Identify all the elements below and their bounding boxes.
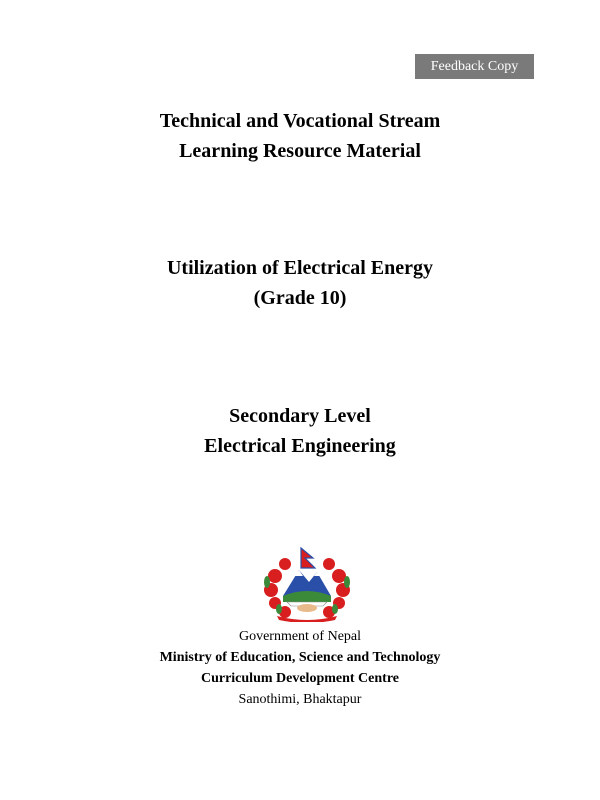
document-heading bbox=[0, 106, 600, 166]
government-name: Government of Nepal bbox=[238, 629, 362, 644]
level-title bbox=[0, 401, 600, 461]
nepal-emblem-icon bbox=[257, 546, 357, 622]
heading-line-2: Learning Resource Material bbox=[179, 140, 421, 162]
heading-line-1: Technical and Vocational Stream bbox=[159, 110, 441, 132]
subject-line-2: (Grade 10) bbox=[253, 287, 347, 309]
level-line-2: Electrical Engineering bbox=[204, 435, 396, 457]
address: Sanothimi, Bhaktapur bbox=[238, 692, 362, 707]
level-line-1: Secondary Level bbox=[229, 405, 371, 427]
subject-title bbox=[0, 253, 600, 313]
publisher-block bbox=[0, 626, 600, 710]
subject-line-1: Utilization of Electrical Energy bbox=[166, 257, 434, 279]
centre-name: Curriculum Development Centre bbox=[200, 671, 400, 686]
ministry-name: Ministry of Education, Science and Technology bbox=[159, 650, 441, 665]
feedback-copy-badge: Feedback Copy bbox=[415, 54, 534, 79]
